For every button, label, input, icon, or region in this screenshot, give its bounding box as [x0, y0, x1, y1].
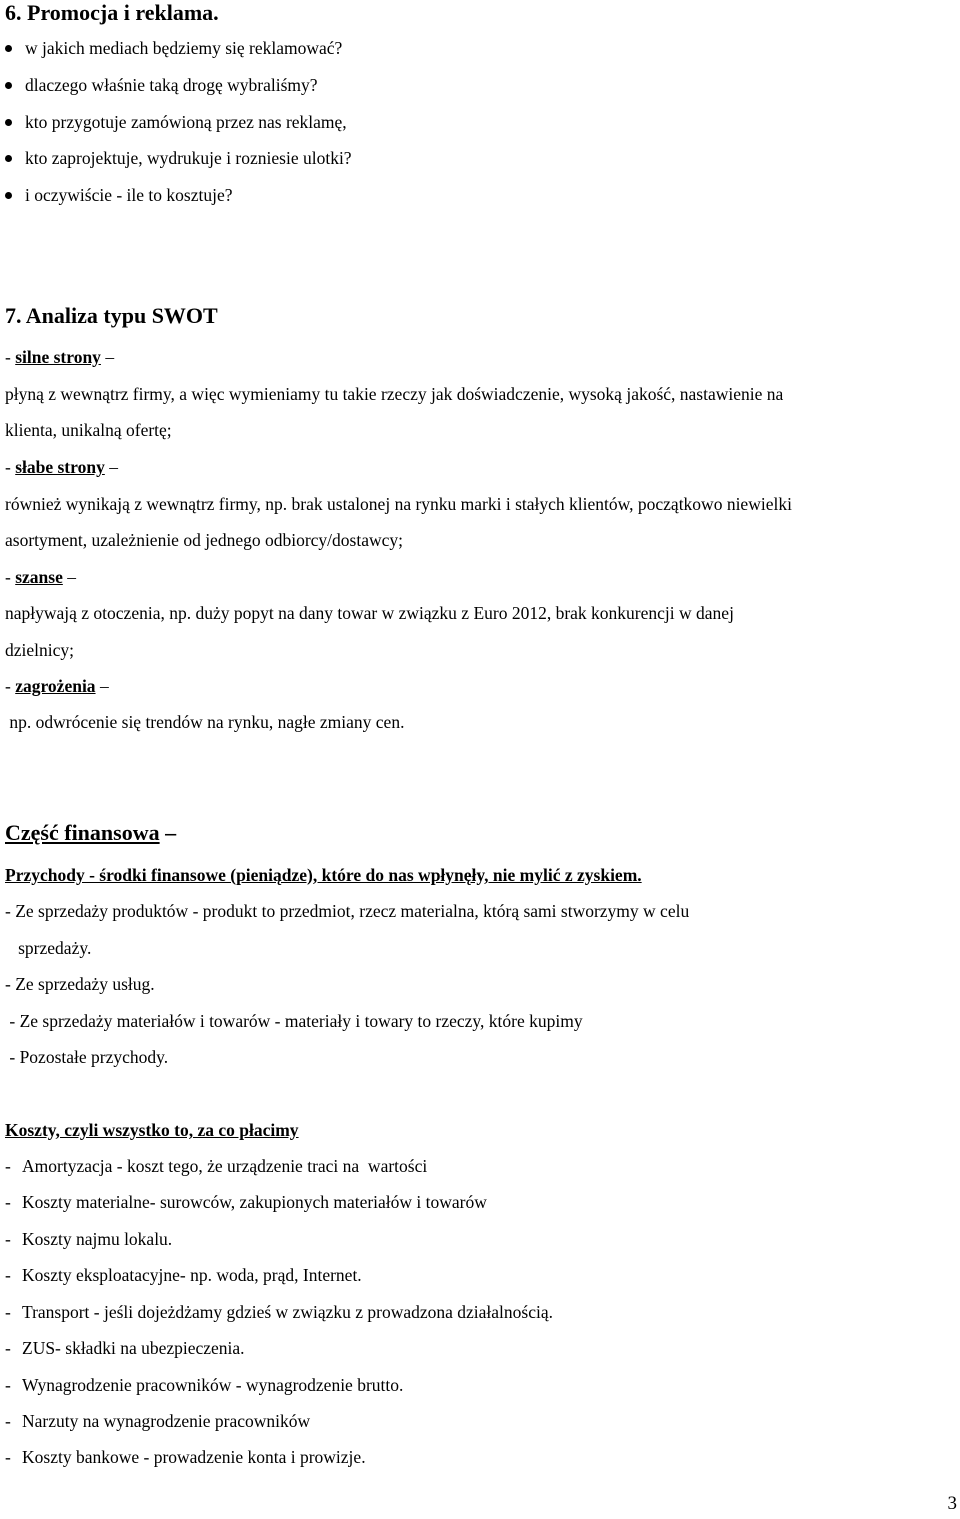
page-number: 3 [947, 1493, 957, 1514]
finance-heading-text: Część finansowa [5, 820, 160, 845]
swot-term-threats [5, 675, 109, 697]
swot-term-weaknesses [5, 456, 118, 478]
term-label: silne strony [15, 347, 101, 367]
swot-text-line: napływają z otoczenia, np. duży popyt na dany towar w związku z Euro 2012, brak konkurencji w danej [5, 603, 734, 623]
promo-bullet-1: w jakich mediach będziemy się reklamować? [25, 38, 343, 58]
promo-bullet-4: kto zaprojektuje, wydrukuje i rozniesie ulotki? [25, 148, 352, 168]
term-prefix: - [5, 567, 16, 587]
swot-term-opportunities [5, 566, 76, 588]
cost-item-marker: - [5, 1411, 11, 1431]
finance-heading [5, 822, 176, 844]
revenue-line: sprzedaży. [5, 938, 92, 958]
revenue-line: - Ze sprzedaży usług. [5, 974, 155, 994]
term-prefix: - [5, 347, 16, 367]
cost-item-marker: - [5, 1338, 11, 1358]
costs-heading: Koszty, czyli wszystko to, za co płacimy [5, 1120, 299, 1140]
swot-text-line: asortyment, uzależnienie od jednego odbiorcy/dostawcy; [5, 530, 403, 550]
cost-item-marker: - [5, 1265, 11, 1285]
swot-text-line: również wynikają z wewnątrz firmy, np. brak ustalonej na rynku marki i stałych klientów, początkowo niewielki [5, 494, 792, 514]
bullet-icon [5, 155, 12, 162]
swot-term-strengths [5, 346, 114, 368]
term-label: zagrożenia [15, 676, 96, 696]
promo-bullet-5: i oczywiście - ile to kosztuje? [25, 185, 233, 205]
cost-item: Wynagrodzenie pracowników - wynagrodzenie brutto. [22, 1375, 404, 1395]
promo-bullet-3: kto przygotuje zamówioną przez nas reklamę, [25, 112, 347, 132]
swot-heading: 7. Analiza typu SWOT [5, 303, 218, 328]
bullet-icon [5, 45, 12, 52]
swot-text-line: klienta, unikalną ofertę; [5, 420, 172, 440]
bullet-icon [5, 82, 12, 89]
cost-item-marker: - [5, 1302, 11, 1322]
cost-item-marker: - [5, 1192, 11, 1212]
cost-item: Transport - jeśli dojeżdżamy gdzieś w związku z prowadzona działalnością. [22, 1302, 553, 1322]
term-label: szanse [15, 567, 63, 587]
revenue-line: - Pozostałe przychody. [5, 1047, 169, 1067]
cost-item: Koszty najmu lokalu. [22, 1229, 173, 1249]
swot-text-line: np. odwrócenie się trendów na rynku, nagłe zmiany cen. [5, 712, 405, 732]
revenue-heading: Przychody - środki finansowe (pieniądze), które do nas wpłynęły, nie mylić z zyskiem. [5, 865, 642, 885]
cost-item: Koszty materialne- surowców, zakupionych materiałów i towarów [22, 1192, 487, 1212]
term-prefix: - [5, 676, 16, 696]
bullet-icon [5, 192, 12, 199]
term-dash: – [62, 567, 76, 587]
cost-item-marker: - [5, 1375, 11, 1395]
cost-item: ZUS- składki na ubezpieczenia. [22, 1338, 245, 1358]
term-dash: – [100, 347, 115, 367]
swot-text-line: płyną z wewnątrz firmy, a więc wymieniamy tu takie rzeczy jak doświadczenie, wysoką jakość, nastawienie na [5, 384, 784, 404]
cost-item-marker: - [5, 1447, 11, 1467]
revenue-line: - Ze sprzedaży produktów - produkt to przedmiot, rzecz materialna, którą sami stworzymy w celu [5, 901, 690, 921]
swot-text-line: dzielnicy; [5, 640, 75, 660]
term-dash: – [104, 457, 118, 477]
cost-item-marker: - [5, 1156, 11, 1176]
cost-item-marker: - [5, 1229, 11, 1249]
term-label: słabe strony [15, 457, 105, 477]
term-dash: – [95, 676, 109, 696]
cost-item: Amortyzacja - koszt tego, że urządzenie traci na wartości [22, 1156, 428, 1176]
term-prefix: - [5, 457, 16, 477]
promo-heading: 6. Promocja i reklama. [5, 0, 219, 25]
promo-bullet-2: dlaczego właśnie taką drogę wybraliśmy? [25, 75, 318, 95]
cost-item: Koszty eksploatacyjne- np. woda, prąd, Internet. [22, 1265, 362, 1285]
cost-item: Koszty bankowe - prowadzenie konta i prowizje. [22, 1447, 366, 1467]
revenue-line: - Ze sprzedaży materiałów i towarów - materiały i towary to rzeczy, które kupimy [5, 1011, 583, 1031]
bullet-icon [5, 119, 12, 126]
cost-item: Narzuty na wynagrodzenie pracowników [22, 1411, 311, 1431]
finance-heading-dash: – [159, 820, 177, 845]
